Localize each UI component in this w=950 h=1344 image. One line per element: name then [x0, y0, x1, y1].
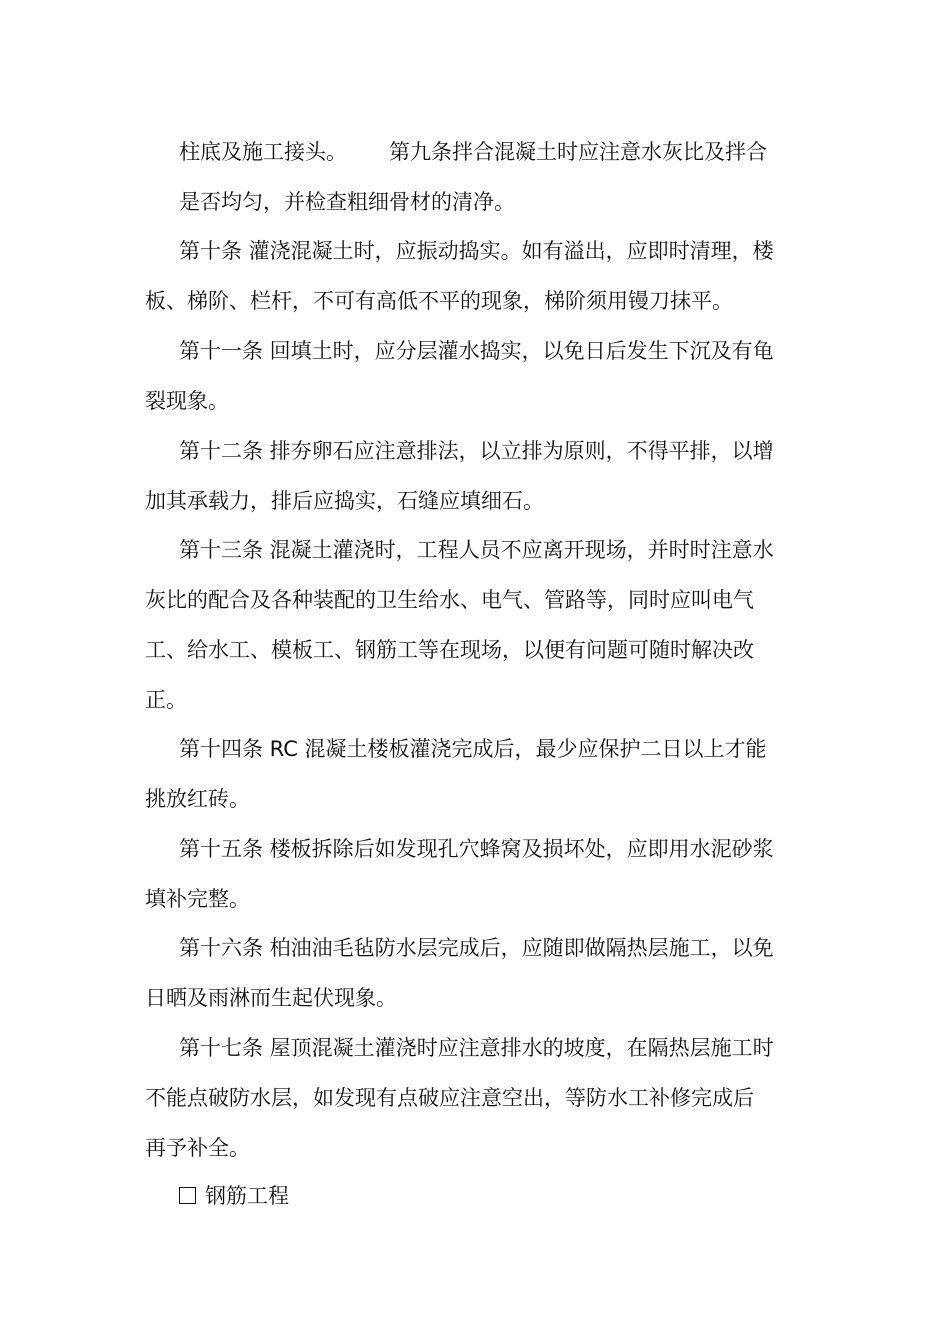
text-line: 正。	[145, 688, 187, 712]
section-title: 钢筋工程	[205, 1184, 289, 1208]
article-9-start: 第九条拌合混凝土时应注意水灰比及拌合	[389, 140, 767, 164]
line-text: 柱底及施工接头。	[179, 140, 347, 164]
text-line: 裂现象。	[145, 389, 229, 413]
text-line: 再予补全。	[145, 1136, 250, 1160]
text-line: 日晒及雨淋而生起伏现象。	[145, 986, 397, 1010]
text-line: 挑放红砖。	[145, 787, 250, 811]
text-line: 板、梯阶、栏杆，不可有高低不平的现象，梯阶须用镘刀抹平。	[145, 289, 733, 313]
text-line: 灰比的配合及各种装配的卫生给水、电气、管路等，同时应叫电气	[145, 588, 754, 612]
text-line: 第十条 灌浇混凝土时，应振动捣实。如有溢出，应即时清理，楼	[179, 239, 774, 263]
text-line	[179, 187, 515, 217]
text-line	[179, 137, 767, 167]
text-line: 第十一条 回填土时，应分层灌水捣实，以免日后发生下沉及有龟	[179, 339, 774, 363]
text-line: 加其承载力，排后应捣实，石缝应填细石。	[145, 489, 544, 513]
section-heading-line	[179, 1181, 289, 1211]
text-line: 第十四条 RC 混凝土楼板灌浇完成后，最少应保护二日以上才能	[179, 737, 767, 761]
text-line: 填补完整。	[145, 887, 250, 911]
text-line: 第十六条 柏油油毛毡防水层完成后，应随即做隔热层施工，以免	[179, 936, 774, 960]
checkbox-icon	[179, 1187, 196, 1204]
text-line: 第十七条 屋顶混凝土灌浇时应注意排水的坡度，在隔热层施工时	[179, 1036, 774, 1060]
text-line: 第十二条 排夯卵石应注意排法，以立排为原则，不得平排，以增	[179, 439, 774, 463]
text-line: 第十三条 混凝土灌浇时，工程人员不应离开现场，并时时注意水	[179, 538, 774, 562]
text-line: 工、给水工、模板工、钢筋工等在现场，以便有问题可随时解决改	[145, 638, 754, 662]
text-line: 第十五条 楼板拆除后如发现孔穴蜂窝及损坏处，应即用水泥砂浆	[179, 837, 774, 861]
text-line: 不能点破防水层，如发现有点破应注意空出，等防水工补修完成后	[145, 1086, 754, 1110]
line-text: 是否均匀，并检查粗细骨材的清净。	[179, 190, 515, 214]
